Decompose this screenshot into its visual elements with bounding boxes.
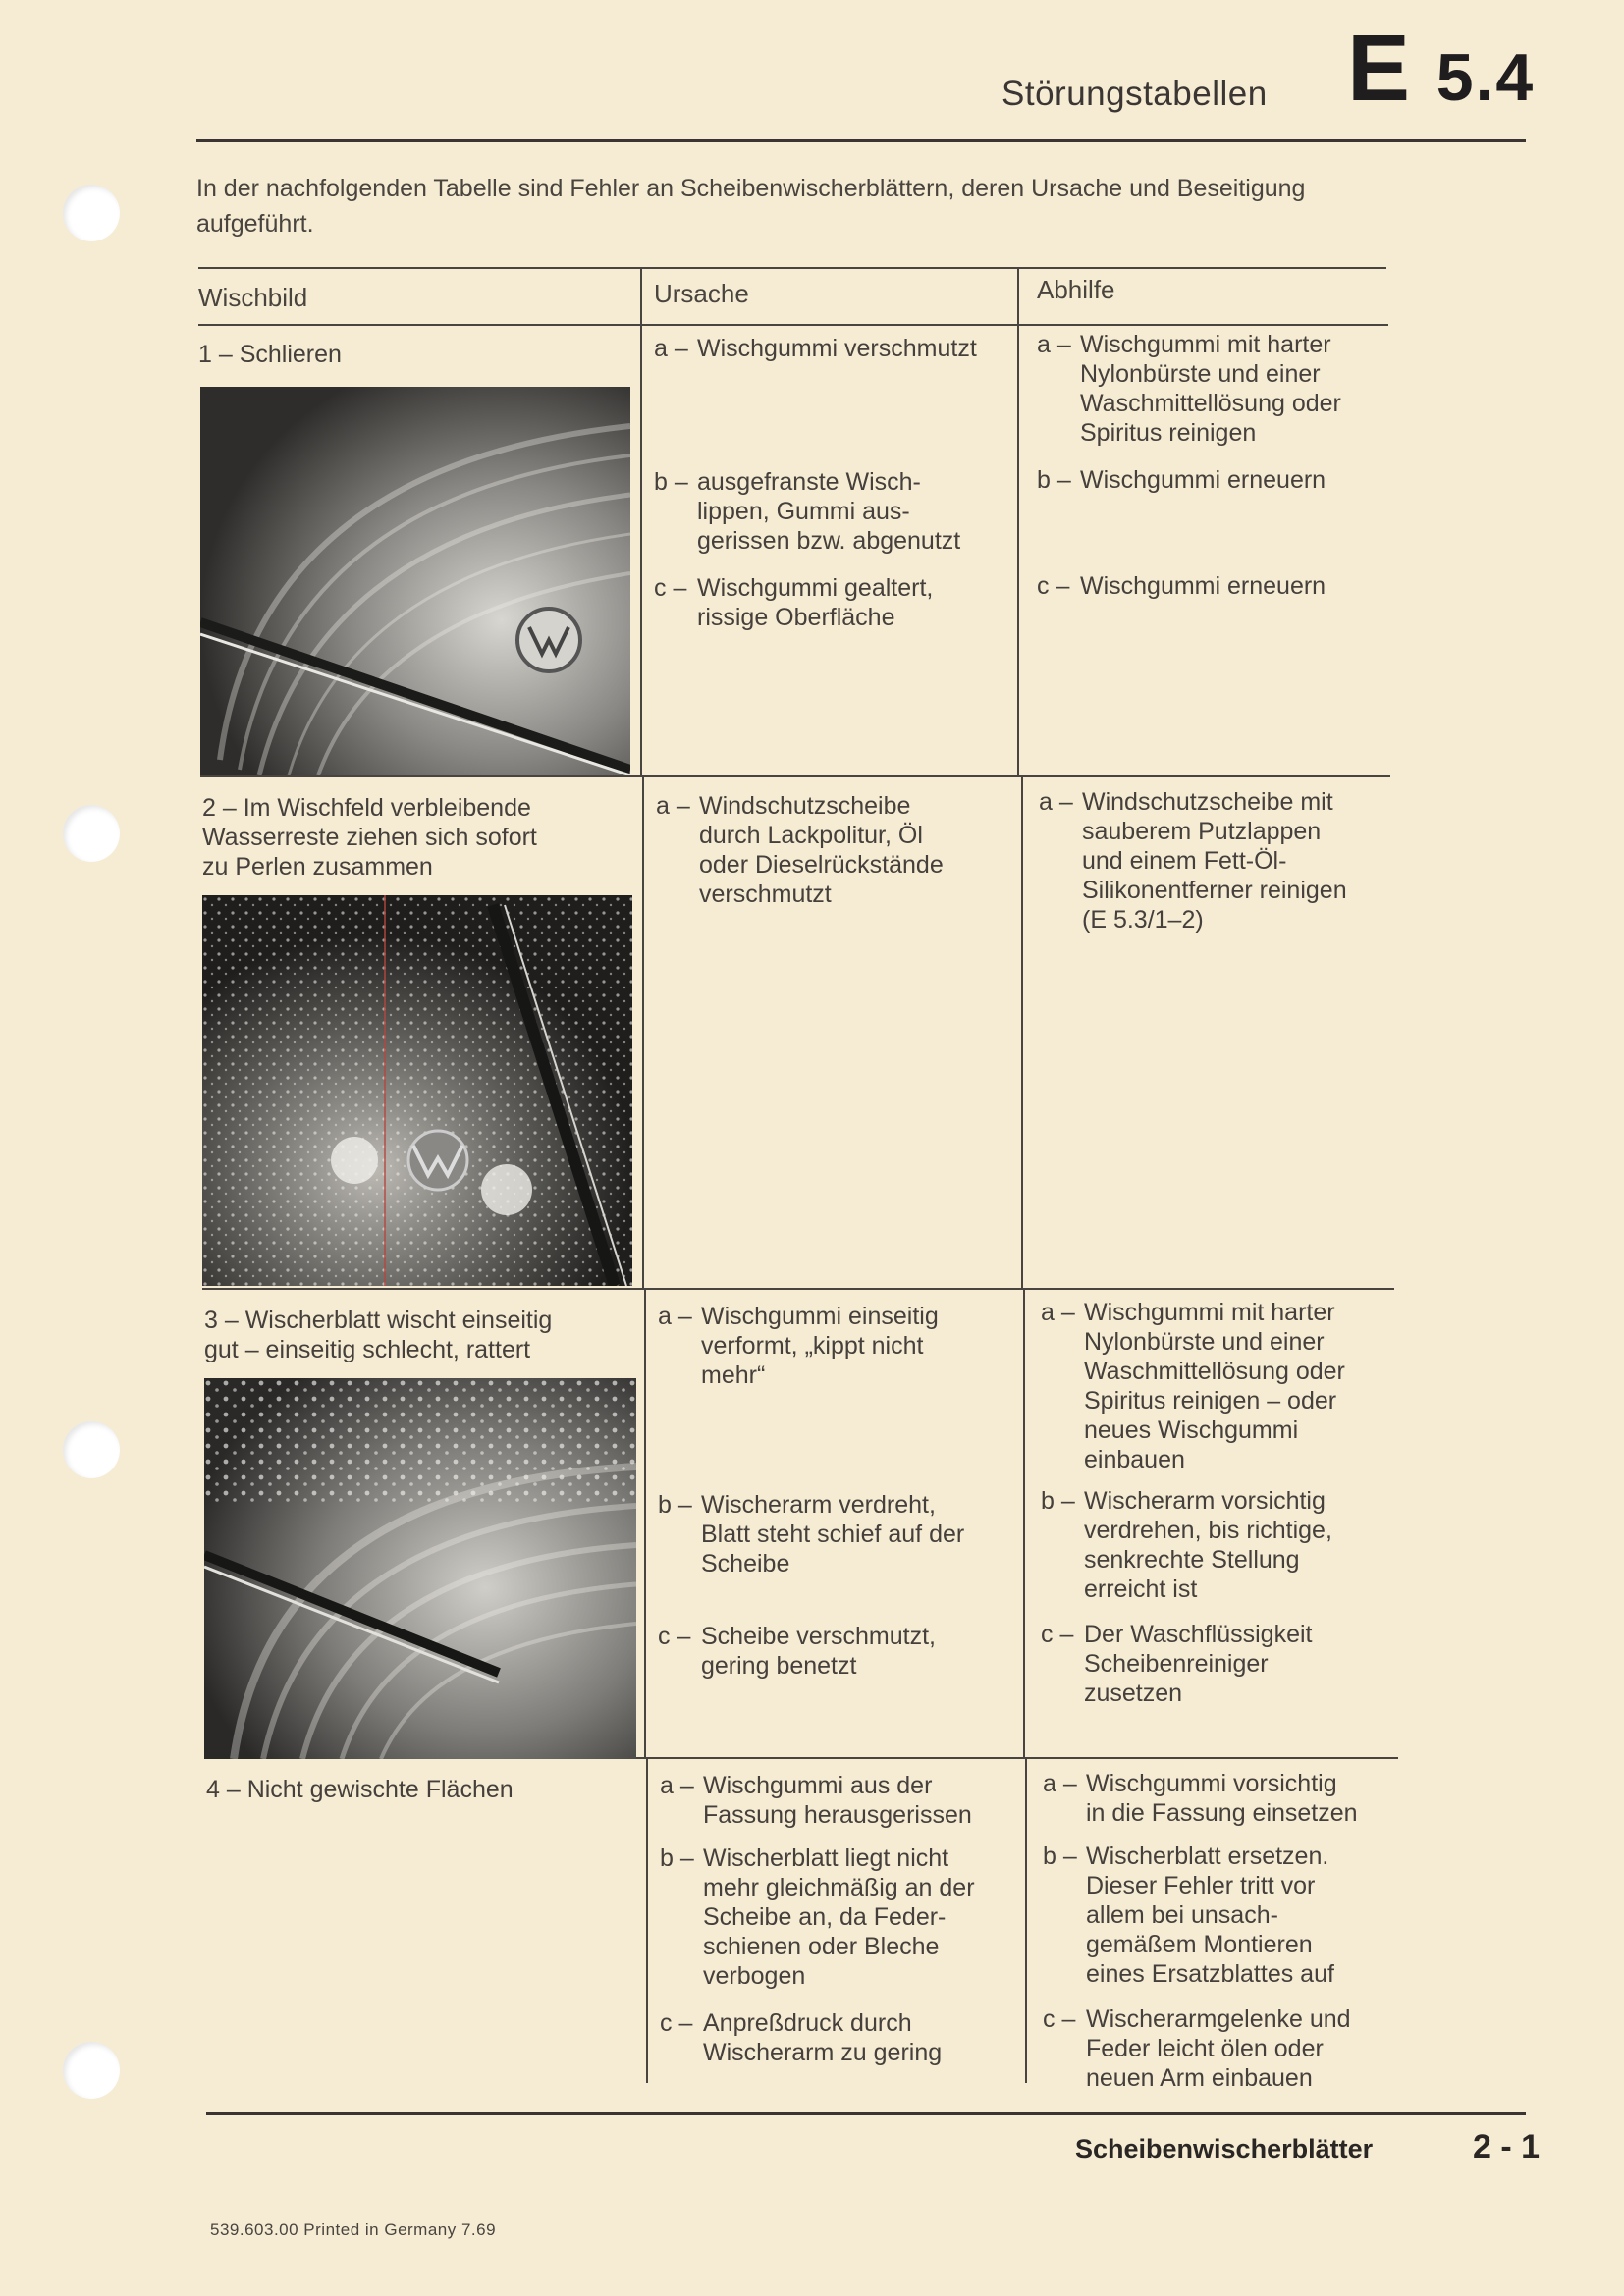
row-1-label: 1 – Schlieren — [198, 341, 342, 368]
column-divider — [640, 267, 642, 777]
row-divider — [202, 1288, 1394, 1290]
header-rule — [196, 139, 1526, 142]
column-divider — [1017, 267, 1019, 777]
row-1-ursache — [654, 334, 1017, 363]
footer-title: Scheibenwischerblätter — [1075, 2134, 1374, 2163]
row-1-wischbild — [198, 340, 621, 369]
column-header-abhilfe: Abhilfe — [1037, 275, 1115, 304]
punch-hole — [63, 2042, 120, 2099]
row-1-abhilfe-a: a – Wischgummi mit harter Nylonbürste und einer Waschmittellösung oder Spiritus reinigen — [1037, 331, 1341, 447]
column-divider — [1025, 1759, 1027, 2083]
punch-hole — [63, 1421, 120, 1478]
page-number: 2 - 1 — [1473, 2128, 1541, 2165]
ursache-item: a – Wischgummi verschmutzt — [654, 335, 977, 362]
row-3-ursache-c: c – Scheibe verschmutzt, gering benetzt — [658, 1623, 936, 1680]
section-title: Störungstabellen — [1001, 75, 1268, 113]
column-header-wischbild: Wischbild — [198, 283, 308, 312]
row-4-abhilfe-c: c – Wischerarmgelenke und Feder leicht ölen oder neuen Arm einbauen — [1043, 2005, 1351, 2092]
column-header-ursache: Ursache — [654, 279, 749, 308]
print-info: 539.603.00 Printed in Germany 7.69 — [210, 2220, 497, 2239]
row-2-ursache-a: a – Windschutzscheibe durch Lackpolitur, Öl oder Dieselrückstände verschmutzt — [656, 792, 944, 908]
table-top-rule — [198, 267, 1386, 269]
chatter-photo — [204, 1378, 636, 1759]
row-4-wischbild — [206, 1775, 638, 1804]
row-2-label: 2 – Im Wischfeld verbleibende Wasserreste ziehen sich sofort zu Perlen zusammen — [202, 794, 537, 881]
row-4-abhilfe-a: a – Wischgummi vorsichtig in die Fassung einsetzen — [1043, 1770, 1358, 1827]
punch-hole — [63, 805, 120, 862]
row-1-ursache-b: b – ausgefranste Wisch- lippen, Gummi aus- gerissen bzw. abgenutzt — [654, 468, 961, 555]
intro-text: In der nachfolgenden Tabelle sind Fehler an Scheibenwischerblättern, deren Ursache und Beseitigung aufgeführt. — [196, 175, 1306, 238]
table-header-rule — [198, 324, 1388, 326]
row-3-label: 3 – Wischerblatt wischt einseitig gut – einseitig schlecht, rattert — [204, 1307, 553, 1363]
column-divider — [642, 777, 644, 1288]
footer-rule — [206, 2112, 1526, 2115]
row-2-abhilfe-a: a – Windschutzscheibe mit sauberem Putzlappen und einem Fett-Öl- Silikonentferner reinigen (E 5.3/1–2) — [1039, 788, 1347, 934]
row-1-ursache-c: c – Wischgummi gealtert, rissige Oberfläche — [654, 574, 934, 631]
column-divider — [1021, 777, 1023, 1288]
row-3-abhilfe-b: b – Wischerarm vorsichtig verdrehen, bis richtige, senkrechte Stellung erreicht ist — [1041, 1487, 1332, 1603]
punch-hole — [63, 185, 120, 241]
row-1-abhilfe-b: b – Wischgummi erneuern — [1037, 466, 1326, 494]
row-4-ursache-c: c – Anpreßdruck durch Wischerarm zu gering — [660, 2009, 943, 2066]
column-divider — [646, 1759, 648, 2083]
row-4-ursache-a: a – Wischgummi aus der Fassung herausgerissen — [660, 1772, 972, 1829]
column-divider — [1023, 1290, 1025, 1757]
wiper-streaks-photo — [200, 387, 630, 775]
section-code-number: 5.4 — [1435, 40, 1536, 115]
row-3-abhilfe-a: a – Wischgummi mit harter Nylonbürste und einer Waschmittellösung oder Spiritus reinigen – oder neues Wischgummi einbauen — [1041, 1299, 1345, 1473]
water-beading-photo — [202, 895, 632, 1286]
row-3-abhilfe-c: c – Der Waschflüssigkeit Scheibenreiniger zusetzen — [1041, 1621, 1313, 1707]
row-4-abhilfe-b: b – Wischerblatt ersetzen. Dieser Fehler tritt vor allem bei unsach- gemäßem Montieren eines Ersatzblattes auf — [1043, 1842, 1334, 1988]
row-1-abhilfe-c: c – Wischgummi erneuern — [1037, 572, 1326, 600]
row-3-ursache-b: b – Wischerarm verdreht, Blatt steht schief auf der Scheibe — [658, 1491, 965, 1577]
row-4-label: 4 – Nicht gewischte Flächen — [206, 1776, 514, 1803]
row-2-wischbild — [202, 793, 634, 881]
row-divider — [200, 775, 1390, 777]
row-3-wischbild — [204, 1306, 636, 1364]
row-3-ursache-a: a – Wischgummi einseitig verformt, „kippt nicht mehr“ — [658, 1303, 939, 1389]
section-code-letter: E — [1347, 16, 1411, 121]
column-divider — [644, 1290, 646, 1757]
row-4-ursache-b: b – Wischerblatt liegt nicht mehr gleichmäßig an der Scheibe an, da Feder- schienen oder Bleche verbogen — [660, 1844, 975, 1990]
section-code — [1347, 16, 1536, 121]
